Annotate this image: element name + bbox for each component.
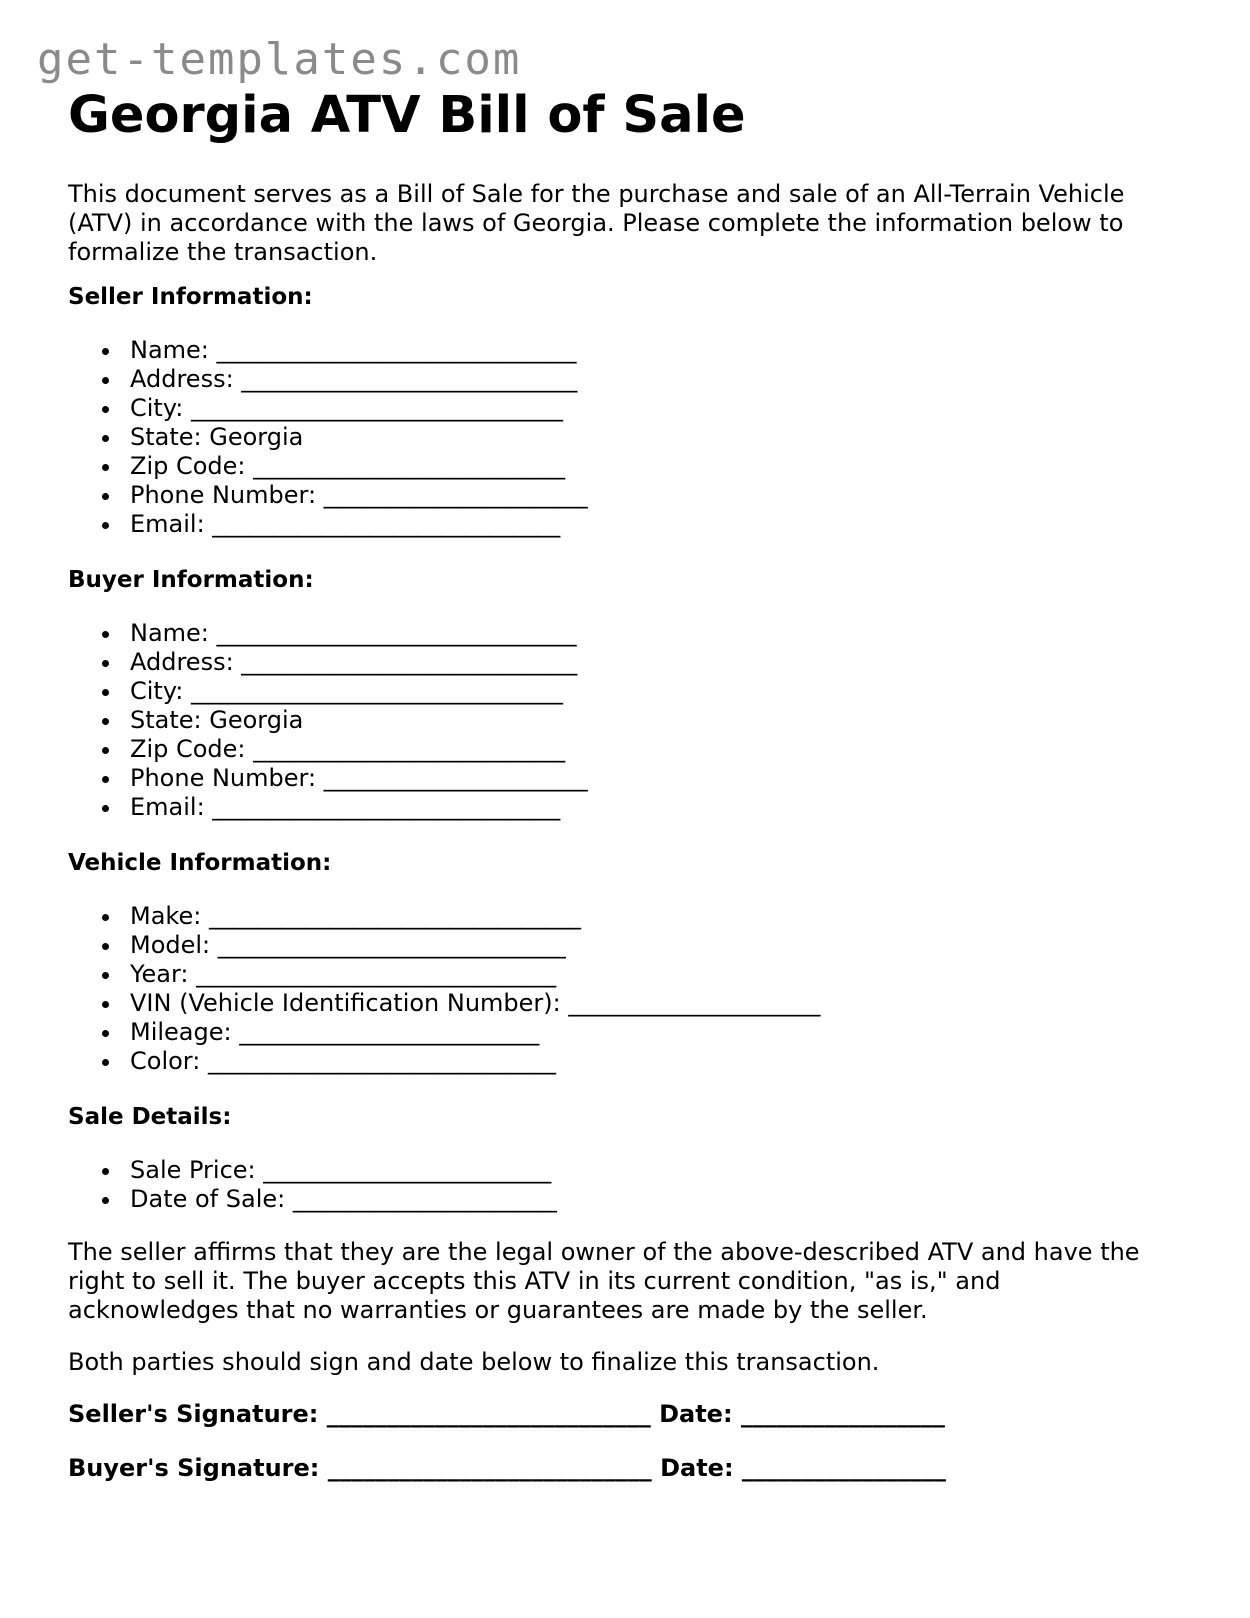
buyer-phone-field[interactable]: Phone Number: ______________________ [68,764,588,793]
buyer-heading: Buyer Information: [68,567,314,593]
seller-signature-line[interactable]: Seller's Signature: ___________________________ Date: _________________ [68,1400,945,1428]
instruction-paragraph: Both parties should sign and date below to finalize this transaction. [68,1348,880,1376]
buyer-fields [68,619,588,822]
buyer-state-field: State: Georgia [68,706,588,735]
watermark: get-templates.com [37,34,522,85]
intro-paragraph: This document serves as a Bill of Sale for the purchase and sale of an All-Terrain Vehicle (ATV) in accordance with the laws of Georgia. Please complete the information below to formalize the transaction. [68,180,1125,266]
seller-address-field[interactable]: Address: ____________________________ [68,365,588,394]
seller-state-field: State: Georgia [68,423,588,452]
vehicle-model-field[interactable]: Model: _____________________________ [68,931,820,960]
seller-phone-field[interactable]: Phone Number: ______________________ [68,481,588,510]
buyer-name-field[interactable]: Name: ______________________________ [68,619,588,648]
sale-fields [68,1156,557,1214]
sale-date-field[interactable]: Date of Sale: ______________________ [68,1185,557,1214]
seller-fields [68,336,588,539]
affirmation-paragraph: The seller affirms that they are the legal owner of the above-described ATV and have the right to sell it. The buyer accepts this ATV in its current condition, "as is," and acknowledges that no warranties or guarantees are made by the seller. [68,1238,1140,1324]
seller-zip-field[interactable]: Zip Code: __________________________ [68,452,588,481]
buyer-signature-line[interactable]: Buyer's Signature: ___________________________ Date: _________________ [68,1454,946,1482]
seller-city-field[interactable]: City: _______________________________ [68,394,588,423]
vehicle-make-field[interactable]: Make: _______________________________ [68,902,820,931]
buyer-address-field[interactable]: Address: ____________________________ [68,648,588,677]
seller-email-field[interactable]: Email: _____________________________ [68,510,588,539]
buyer-city-field[interactable]: City: _______________________________ [68,677,588,706]
vehicle-fields [68,902,820,1076]
sale-heading: Sale Details: [68,1104,232,1130]
sale-price-field[interactable]: Sale Price: ________________________ [68,1156,557,1185]
vehicle-heading: Vehicle Information: [68,850,332,876]
vehicle-year-field[interactable]: Year: ______________________________ [68,960,820,989]
seller-name-field[interactable]: Name: ______________________________ [68,336,588,365]
vehicle-color-field[interactable]: Color: _____________________________ [68,1047,820,1076]
vehicle-mileage-field[interactable]: Mileage: _________________________ [68,1018,820,1047]
vehicle-vin-field[interactable]: VIN (Vehicle Identification Number): _____________________ [68,989,820,1018]
buyer-email-field[interactable]: Email: _____________________________ [68,793,588,822]
page-title: Georgia ATV Bill of Sale [68,86,746,145]
buyer-zip-field[interactable]: Zip Code: __________________________ [68,735,588,764]
seller-heading: Seller Information: [68,284,313,310]
